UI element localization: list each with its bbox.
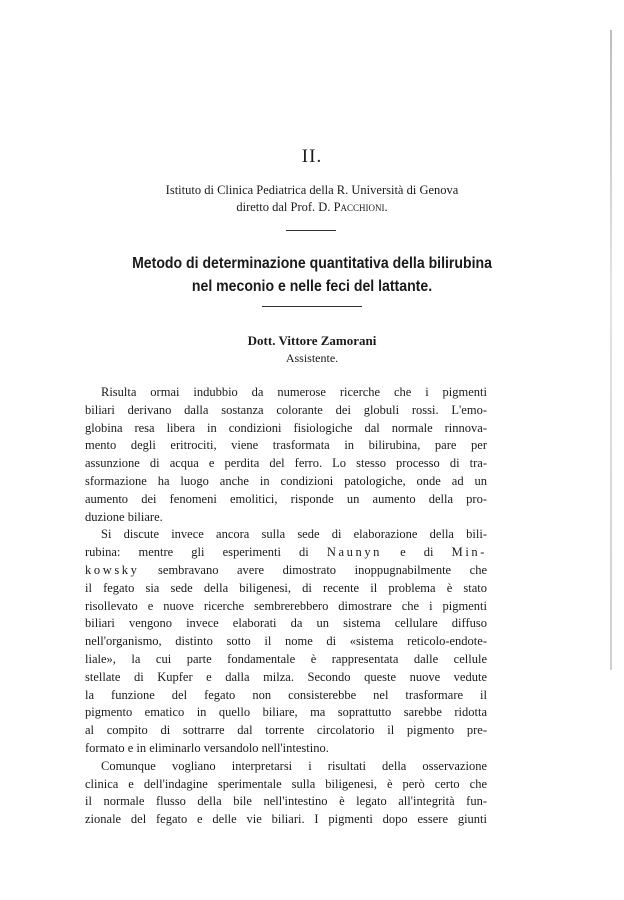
text-line: clinica e dell'indagine sperimentale sulla biligenesi, è però certo che <box>85 776 487 791</box>
divider-rule-long <box>262 306 362 307</box>
text-line: duzione biliare. <box>85 509 163 524</box>
text-line: mento degli eritrociti, viene trasformata in bilirubina, pare per <box>85 438 487 453</box>
text-fragment: rubina: mentre gli esperimenti di <box>85 545 309 560</box>
text-line <box>85 562 487 580</box>
text-line: risollevato e nuove ricerche sembrerebbero dimostrare che i pigmenti <box>85 598 487 613</box>
institute-line-1: Istituto di Clinica Pediatrica della R. Università di Genova <box>165 183 459 197</box>
paragraph-2 <box>85 526 487 757</box>
divider-rule-short <box>286 230 336 231</box>
text-line: stellate di Kupfer e dalla milza. Secondo queste nuove vedute <box>85 669 487 684</box>
paragraph-3 <box>85 758 487 829</box>
page-edge-shadow <box>610 30 612 670</box>
text-line: Comunque vogliano interpretarsi i risultati della osservazione <box>101 758 487 773</box>
text-line: Si discute invece ancora sulla sede di elaborazione della bili- <box>101 527 487 542</box>
institute-affiliation <box>0 182 624 216</box>
text-fragment: sembravano avere dimostrato inoppugnabilmente che <box>158 562 487 577</box>
author-citation-naunyn: Naunyn <box>326 545 383 560</box>
article-title <box>73 252 552 298</box>
author-citation-minkowsky-part1: Min- <box>451 545 488 560</box>
text-line: il normale flusso della bile nell'intestino è legato all'integrità fun- <box>85 794 487 809</box>
text-line: aumento dei fenomeni emolitici, risponde un aumento della pro- <box>85 491 487 506</box>
text-line: liale», la cui parte fondamentale è rappresentata dalle cellule <box>85 651 487 666</box>
title-line-1: Metodo di determinazione quantitativa della bilirubina <box>132 255 492 272</box>
title-line-2: nel meconio e nelle feci del lattante. <box>191 278 433 295</box>
text-line <box>85 544 487 562</box>
author-citation-minkowsky-part2: kowsky <box>85 562 140 577</box>
director-name: Pacchioni. <box>333 200 388 214</box>
text-line: il fegato sia sede della biligenesi, di recente il problema è stato <box>85 580 487 595</box>
text-line: biliari vengono invece elaborati da un sistema cellulare diffuso <box>85 616 487 631</box>
text-line: assunzione di acqua e perdita del ferro. Lo stesso processo di tra- <box>85 456 487 471</box>
text-line: nell'organismo, distinto sotto il nome di «sistema reticolo-endote- <box>85 634 487 649</box>
text-line: sformazione ha luogo anche in condizioni patologiche, onde ad un <box>85 473 487 488</box>
text-line: la funzione del fegato non consisterebbe nel trasformare il <box>85 687 487 702</box>
author-role: Assistente. <box>285 351 339 365</box>
text-line: Risulta ormai indubbio da numerose ricerche che i pigmenti <box>101 385 487 399</box>
paragraph-1 <box>85 384 487 526</box>
text-fragment: e di <box>400 545 434 560</box>
institute-line-2 <box>0 199 624 216</box>
chapter-number: II. <box>301 146 323 167</box>
text-line: al compito di sottrarre dal torrente circolatorio il pigmento pre- <box>85 723 487 738</box>
article-body <box>85 384 487 829</box>
text-line: globina resa libera in condizioni fisiologiche dal normale rinnova- <box>85 420 487 435</box>
text-line: biliari derivano dalla sostanza colorante dei globuli rossi. L'emo- <box>85 402 487 417</box>
text-line: formato e in eliminarlo versandolo nell'intestino. <box>85 740 329 755</box>
author-name: Dott. Vittore Zamorani <box>247 333 377 348</box>
director-prefix: diretto dal Prof. D. <box>236 200 334 214</box>
text-line: zionale del fegato e delle vie biliari. I pigmenti dopo essere giunti <box>85 812 487 827</box>
text-line: pigmento ematico in quello biliare, ma soprattutto sarebbe ridotta <box>85 705 487 720</box>
